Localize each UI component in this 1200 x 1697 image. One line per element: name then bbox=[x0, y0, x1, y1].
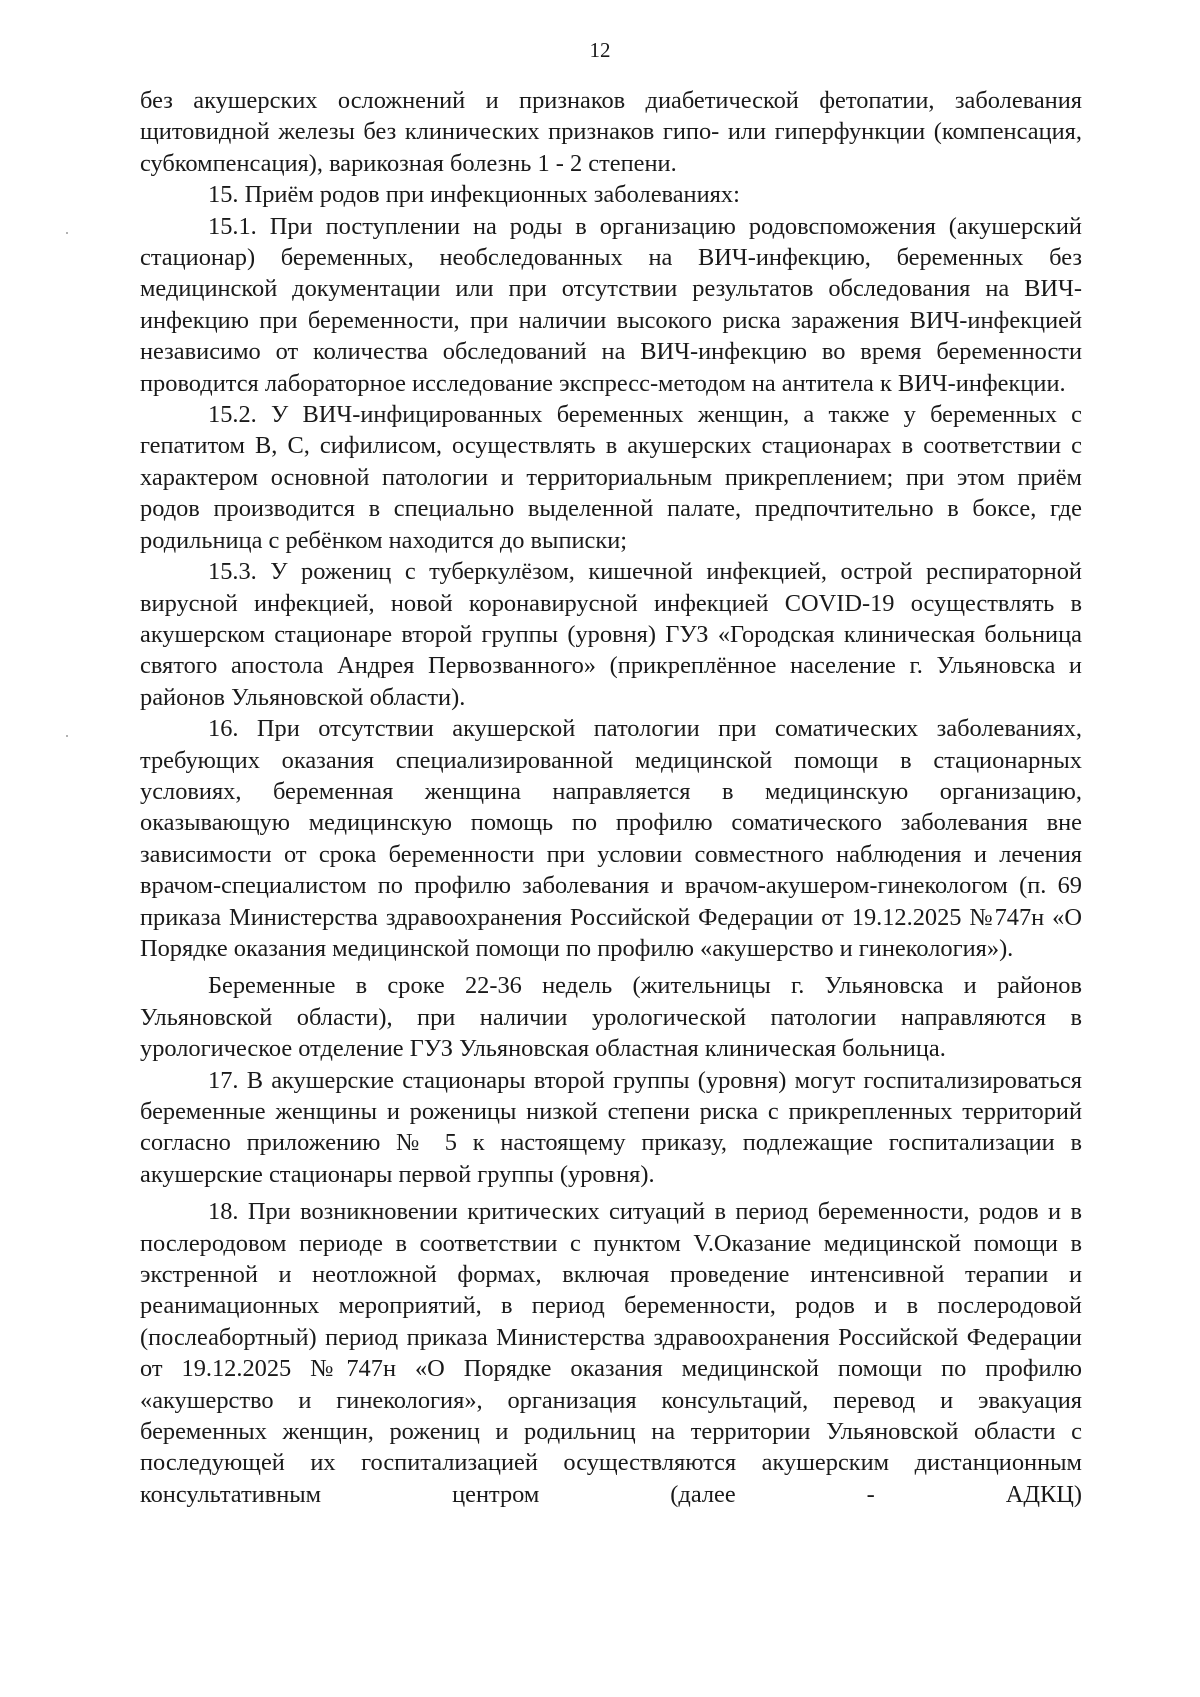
paragraph-17: 17. В акушерские стационары второй группы (уровня) могут госпитализироваться беременные женщины и роженицы низкой степени риска с прикрепленных территорий согласно приложению № 5 к настоящему приказу, подлежащие госпитализации в акушерские стационары первой группы (уровня). bbox=[140, 1066, 1082, 1188]
paragraph-16-note: Беременные в сроке 22-36 недель (жительницы г. Ульяновска и районов Ульяновской области), при наличии урологической патологии направляются в урологическое отделение ГУЗ Ульяновская областная клиническая больница. bbox=[140, 972, 1082, 1063]
scan-mark bbox=[66, 735, 68, 737]
paragraph-18: 18. При возникновении критических ситуаций в период беременности, родов и в послеродовом периоде в соответствии с пунктом V.Оказание медицинской помощи в экстренной и неотложной формах, включая проведение интенсивной терапии и реанимационных мероприятий, в период беременности, родов и в послеродовой (послеабортный) период приказа Министерства здравоохранения Российской Федерации от 19.12.2025 №747н «О Порядке оказания медицинской помощи по профилю «акушерство и гинекология», организация консультаций, перевод и эвакуация беременных женщин, рожениц и родильниц на территории Ульяновской области с последующей их госпитализацией осуществляются акушерским дистанционным консультативным центром (далее - АДКЦ) bbox=[140, 1198, 1082, 1508]
document-body bbox=[140, 85, 1082, 1510]
page-number: 12 bbox=[589, 38, 611, 62]
paragraph-continuation: без акушерских осложнений и признаков диабетической фетопатии, заболевания щитовидной железы без клинических признаков гипо- или гиперфункции (компенсация, субкомпенсация), варикозная болезнь 1 - 2 степени. bbox=[140, 87, 1082, 177]
scan-mark bbox=[66, 232, 68, 234]
paragraph-16: 16. При отсутствии акушерской патологии при соматических заболеваниях, требующих оказания специализированной медицинской помощи в стационарных условиях, беременная женщина направляется в медицинскую организацию, оказывающую медицинскую помощь по профилю соматического заболевания вне зависимости от срока беременности при условии совместного наблюдения и лечения врачом-специалистом по профилю заболевания и врачом-акушером-гинекологом (п. 69 приказа Министерства здравоохранения Российской Федерации от 19.12.2025 №747н «О Порядке оказания медицинской помощи по профилю «акушерство и гинекология»). bbox=[140, 715, 1082, 962]
paragraph-15-2: 15.2. У ВИЧ-инфицированных беременных женщин, а также у беременных с гепатитом В, С, сифилисом, осуществлять в акушерских стационарах в соответствии с характером основной патологии и территориальным прикреплением; при этом приём родов производится в специально выделенной палате, предпочтительно в боксе, где родильница с ребёнком находится до выписки; bbox=[140, 401, 1082, 554]
paragraph-15-3: 15.3. У рожениц с туберкулёзом, кишечной инфекцией, острой респираторной вирусной инфекцией, новой коронавирусной инфекцией COVID-19 осуществлять в акушерском стационаре второй группы (уровня) ГУЗ «Городская клиническая больница святого апостола Андрея Первозванного» (прикреплённое население г. Ульяновска и районов Ульяновской области). bbox=[140, 558, 1082, 711]
paragraph-15: 15. Приём родов при инфекционных заболеваниях: bbox=[208, 181, 740, 209]
paragraph-15-1: 15.1. При поступлении на роды в организацию родовспоможения (акушерский стационар) беременных, необследованных на ВИЧ-инфекцию, беременных без медицинской документации или при отсутствии результатов обследования на ВИЧ-инфекцию при беременности, при наличии высокого риска заражения ВИЧ-инфекцией независимо от количества обследований на ВИЧ-инфекцию во время беременности проводится лабораторное исследование экспресс-методом на антитела к ВИЧ-инфекции. bbox=[140, 212, 1082, 397]
